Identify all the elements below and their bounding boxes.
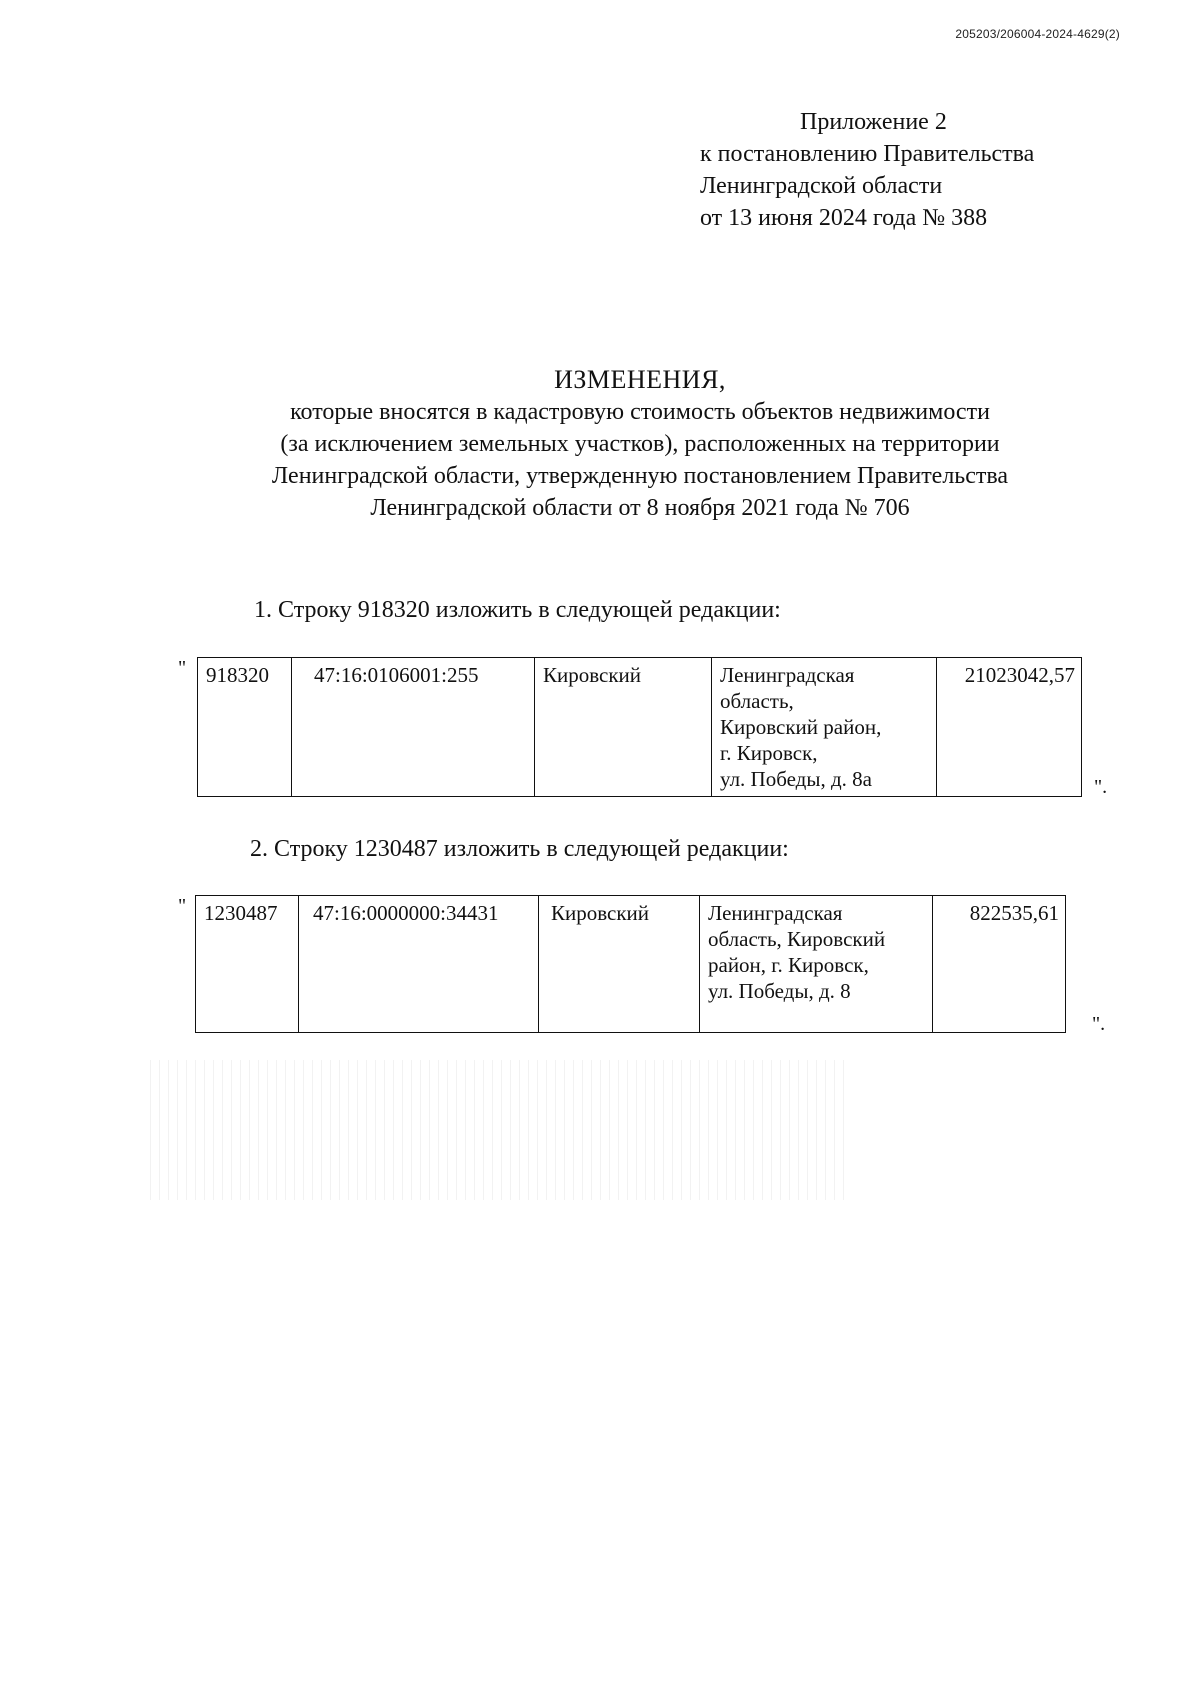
cell-cadastral: 47:16:0106001:255	[292, 658, 535, 797]
appendix-line: Ленинградской области	[700, 173, 943, 199]
address-line: область, Кировский	[708, 927, 886, 951]
appendix-line: к постановлению Правительства	[700, 141, 1035, 167]
cell-cadastral: 47:16:0000000:34431	[299, 896, 539, 1033]
heading-title: ИЗМЕНЕНИЯ,	[554, 365, 726, 394]
table-row-1230487	[195, 895, 1066, 1033]
cell-address	[700, 896, 933, 1033]
close-quote-2: ".	[1092, 1013, 1106, 1035]
table-row-918320	[197, 657, 1082, 797]
cell-value: 822535,61	[933, 896, 1066, 1033]
appendix-line: Приложение 2	[800, 109, 947, 135]
cell-number: 918320	[198, 658, 292, 797]
appendix-line: от 13 июня 2024 года № 388	[700, 205, 988, 231]
open-quote-1: "	[178, 657, 187, 679]
cell-address	[712, 658, 937, 797]
cell-district: Кировский	[539, 896, 700, 1033]
heading-line: которые вносятся в кадастровую стоимость объектов недвижимости	[290, 399, 990, 425]
scan-artifact	[150, 1060, 850, 1200]
address-line: Ленинградская	[720, 663, 855, 687]
document-id: 205203/206004-2024-4629(2)	[955, 27, 1120, 41]
address-line: ул. Победы, д. 8а	[720, 767, 872, 791]
document-heading	[150, 364, 1130, 524]
address-line: Кировский район,	[720, 715, 882, 739]
address-line: г. Кировск,	[720, 741, 818, 765]
address-line: ул. Победы, д. 8	[708, 979, 851, 1003]
heading-line: (за исключением земельных участков), расположенных на территории	[280, 431, 1000, 457]
cell-number: 1230487	[196, 896, 299, 1033]
instruction-2: 2. Строку 1230487 изложить в следующей редакции:	[250, 836, 789, 862]
address-line: Ленинградская	[708, 901, 843, 925]
open-quote-2: "	[178, 895, 187, 917]
address-line: район, г. Кировск,	[708, 953, 869, 977]
close-quote-1: ".	[1094, 776, 1108, 798]
instruction-1: 1. Строку 918320 изложить в следующей редакции:	[254, 597, 781, 623]
cell-district: Кировский	[535, 658, 712, 797]
heading-line: Ленинградской области, утвержденную постановлением Правительства	[271, 463, 1009, 489]
heading-line: Ленинградской области от 8 ноября 2021 года № 706	[370, 495, 910, 521]
address-line: область,	[720, 689, 794, 713]
cell-value: 21023042,57	[937, 658, 1082, 797]
appendix-block	[700, 106, 1034, 234]
